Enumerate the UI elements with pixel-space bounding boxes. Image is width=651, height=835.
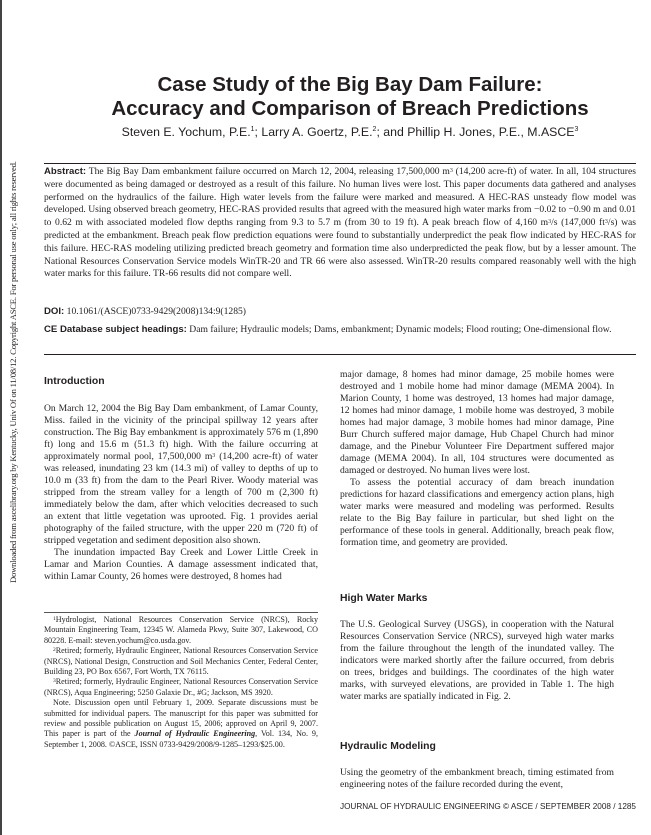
author-2: ; Larry A. Goertz, P.E. xyxy=(254,125,373,139)
title-line-1: Case Study of the Big Bay Dam Failure: xyxy=(157,73,543,96)
footnote-rule xyxy=(44,612,318,613)
subject-headings-value: Dam failure; Hydraulic models; Dams, embankment; Dynamic models; Flood routing; One-dimensional flow. xyxy=(186,324,612,335)
journal-name: Journal of Hydraulic Engineering xyxy=(134,729,256,739)
subject-headings xyxy=(44,324,636,337)
author-3-affiliation-marker: 3 xyxy=(574,126,579,133)
footnote-2-marker: 2 xyxy=(53,647,56,654)
footnote-1 xyxy=(44,615,318,646)
section-heading-high-water-marks: High Water Marks xyxy=(340,593,428,604)
abstract xyxy=(44,166,636,281)
abstract-text-4: /s) was predicted at the embankment. Breach peak flow prediction equations were found to substantially underpredict the peak flow indicated by HEC-RAS for this failure. HEC-RAS modeling utilizing predicted breach geometry and formation time also underpredicted the peak flow, but by a lesser amount. The National Resources Conservation Service models WinTR-20 and TR 66 were also assessed. WinTR-20 results compared reasonably well with the high water marks for this failure. TR-66 results did not compare well. xyxy=(44,217,636,280)
introduction-body-right xyxy=(340,369,614,549)
introduction-body-left xyxy=(44,403,318,583)
paper-title xyxy=(60,73,640,121)
abstract-text-1: The Big Bay Dam embankment failure occurred on March 12, 2004, releasing 17,500,000 m xyxy=(86,166,450,177)
discussion-note-text-a: Note. Discussion open until February 1, 2009. Separate discussions must be submitted for individual papers. The manuscript for this paper was submitted for review and possible publication on August 15, 2006; approved on April 9, 2007. This paper is part of the xyxy=(44,698,318,739)
abstract-sup-2: 3 xyxy=(548,219,552,226)
footnote-3-text: Retired; formerly, Hydraulic Engineer, National Resources Conservation Service (NRCS), Aqua Engineering; 5250 Galaxie Dr., #G; Jackson, MS 3920. xyxy=(44,677,318,697)
abstract-sup-1: 3 xyxy=(449,168,453,174)
author-3: ; and Phillip H. Jones, P.E., M.ASCE xyxy=(376,125,575,139)
author-1-affiliation-marker: 1 xyxy=(250,126,255,133)
running-footer: JOURNAL OF HYDRAULIC ENGINEERING © ASCE / SEPTEMBER 2008 / 1285 xyxy=(339,802,636,811)
footnote-2 xyxy=(44,646,318,677)
doi-value[interactable]: 10.1061/(ASCE)0733-9429(2008)134:9(1285) xyxy=(64,306,246,317)
footnote-3-marker: 3 xyxy=(53,678,56,685)
introduction-p1-text-b: (14,200 acre-ft) of water was released, inundating 23 km (14.3 mi) of valley to depths of up to 10.0 m (33 ft) from the dam to the Pearl River. Woody material was stripped from the stream valley for a length of 700 m (2,300 ft) immediately below the dam, after which velocities decreased to such an extent that little vegetation was uprooted. Fig. 1 provides aerial photography of the failed structure, with the upper 220 m (720 ft) of stripped vegetation and sediment deposition also shown. xyxy=(44,451,318,546)
author-1: Steven E. Yochum, P.E. xyxy=(121,125,251,139)
doi-line xyxy=(44,306,636,319)
footnote-1-marker: 1 xyxy=(53,616,56,622)
high-water-marks-body xyxy=(340,619,614,703)
high-water-marks-paragraph-1: The U.S. Geological Survey (USGS), in cooperation with the Natural Resources Conservation Service (NRCS), surveyed high water marks from the failure throughout the length of the inundated valley. The indicators were marked shortly after the failure occurred, from debris on trees, bridges and buildings. The coordinates of the high water marks, with surveyed elevations, are provided in Table 1. The high water marks are spatially indicated in Fig. 2. xyxy=(340,619,614,702)
footnotes xyxy=(44,615,318,750)
section-heading-introduction: Introduction xyxy=(44,376,105,387)
abstract-sup-3: 3 xyxy=(604,219,608,226)
introduction-p1-sup: 3 xyxy=(212,453,216,459)
hydraulic-modeling-paragraph-1: Using the geometry of the embankment breach, timing estimated from engineering notes of the failure recorded during the event, xyxy=(340,767,614,790)
footnote-3 xyxy=(44,677,318,698)
introduction-p1-text-a: On March 12, 2004 the Big Bay Dam embankment, of Lamar County, Miss. failed in the vicinity of the principal spillway 12 years after construction. The Big Bay embankment is approximately 576 m (1,890 ft) long and 15.6 m (51.3 ft) high. With the failure occurring at approximately normal pool, 17,500,000 m xyxy=(44,403,318,462)
abstract-text-2: (14,200 acre-ft) of water. In all, 104 structures were documented as being damaged or destroyed as a result of this failure. No human lives were lost. This paper documents data gathered and analyses performed on the hydraulics of the failure. High water levels from the failure were marked and measured. A HEC-RAS unsteady flow model was developed. Using observed breach geometry, HEC-RAS provided results that agreed with the measured high water marks from −0.02 to −0.90 m and 0.01 to 0.62 m with associated modeled flow depths ranging from 9.3 to 5.7 m (from 30 to 19 ft). A peak breach flow of 4,160 m xyxy=(44,166,636,229)
section-heading-hydraulic-modeling: Hydraulic Modeling xyxy=(340,741,436,752)
abstract-label: Abstract: xyxy=(44,166,87,177)
discussion-note-text-b: , Vol. 134, No. 9, September 1, 2008. ©ASCE, ISSN 0733-9429/2008/9-1285–1293/$25.00. xyxy=(44,729,319,749)
author-list xyxy=(60,124,640,140)
doi-label: DOI: xyxy=(44,306,65,317)
author-2-affiliation-marker: 2 xyxy=(372,126,377,133)
introduction-paragraph-3: To assess the potential accuracy of dam breach inundation predictions for hazard classifications and emergency action plans, high water marks were measured and modeling was performed. Results relate to the Big Bay failure in particular, but shed light on the performance of these tools in general. Additionally, breach peak flow, formation time, and geometry are provided. xyxy=(340,477,614,548)
discussion-note xyxy=(44,698,318,750)
abstract-bottom-rule xyxy=(44,354,636,355)
footnote-2-text: Retired; formerly, Hydraulic Engineer, National Resources Conservation Service (NRCS), National Design, Construction and Soil Mechanics Center, Federal Center, Building 23, PO Box 6567, Fort Worth, TX 76115. xyxy=(44,646,318,677)
introduction-paragraph-2: The inundation impacted Bay Creek and Lower Little Creek in Lamar and Marion Counties. A damage assessment indicated that, within Lamar County, 26 homes were destroyed, 8 homes had xyxy=(44,547,318,582)
hydraulic-modeling-body xyxy=(340,767,614,791)
footnote-1-text: Hydrologist, National Resources Conservation Service (NRCS), Rocky Mountain Engineering Team, 12345 W. Alameda Pkwy, Suite 307, Lakewood, CO 80228. E-mail: steven.yochum@co.usda.gov. xyxy=(44,615,318,645)
page-edge-line xyxy=(0,0,2,835)
abstract-text-3: /s (147,000 ft xyxy=(551,217,605,229)
title-line-2: Accuracy and Comparison of Breach Predictions xyxy=(111,97,589,120)
introduction-paragraph-1 xyxy=(44,403,318,547)
abstract-top-rule xyxy=(44,163,636,164)
introduction-paragraph-2-continued: major damage, 8 homes had minor damage, 25 mobile homes were destroyed and 1 mobile home had minor damage (MEMA 2004). In Marion County, 1 home was destroyed, 13 homes had major damage, 12 homes had minor damage, 1 mobile home was destroyed, 3 mobile homes had major damage, 3 mobile homes had minor damage, Pine Burr Church suffered major damage, Hub Chapel Church had minor damage, and the Pinebur Volunteer Fire Department suffered major damage (MEMA 2004). In all, 104 structures were documented as damaged or destroyed. No human lives were lost. xyxy=(340,369,614,476)
download-watermark: Downloaded from ascelibrary.org by Kentucky, Univ Of on 11/08/12. Copyright ASCE. For personal use only; all rights reserved. xyxy=(8,161,18,583)
subject-headings-label: CE Database subject headings: xyxy=(44,324,187,335)
